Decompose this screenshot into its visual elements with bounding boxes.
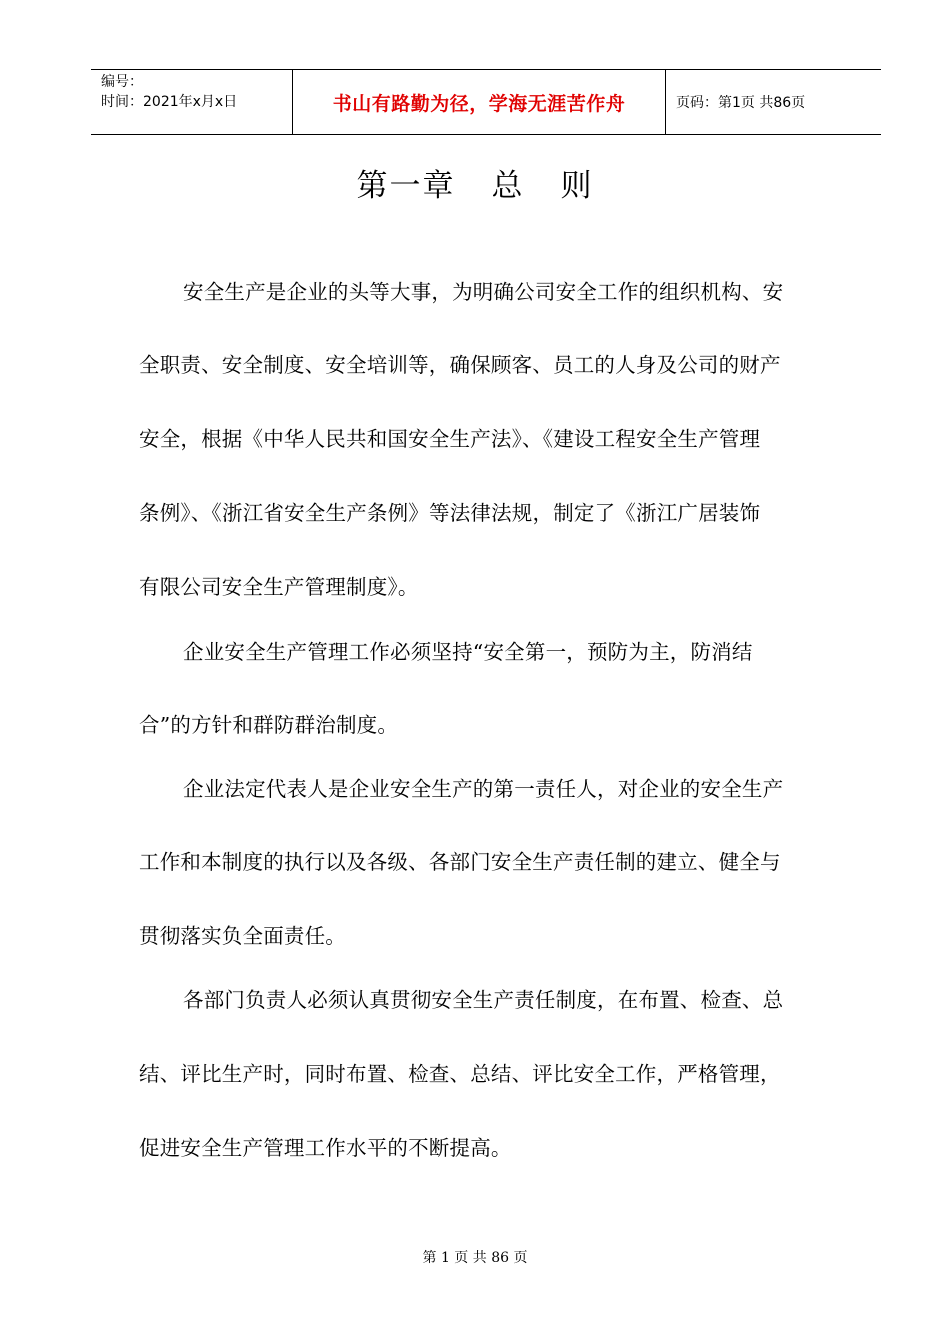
chapter-title xyxy=(0,166,950,206)
header-page-cell xyxy=(666,70,881,134)
body-line: 工作和本制度的执行以及各级、各部门安全生产责任制的建立、健全与 xyxy=(139,850,781,874)
body-line: 有限公司安全生产管理制度》。 xyxy=(139,575,419,599)
body-line: 结、评比生产时，同时布置、检查、总结、评比安全工作，严格管理， xyxy=(139,1062,781,1086)
header-motto-cell xyxy=(293,70,666,134)
chapter-word-2: 则 xyxy=(560,168,594,204)
body-line: 安全，根据《中华人民共和国安全生产法》、《建设工程安全生产管理 xyxy=(139,427,761,451)
chapter-number: 第一章 xyxy=(356,168,456,204)
body-line: 贯彻落实负全面责任。 xyxy=(139,924,346,948)
page-footer: 第 1 页 共 86 页 xyxy=(422,1250,528,1266)
body-line: 条例》、《浙江省安全生产条例》等法律法规，制定了《浙江广居装饰 xyxy=(139,501,761,525)
header-left-cell xyxy=(91,70,293,134)
body-line: 企业安全生产管理工作必须坚持“安全第一，预防为主，防消结 xyxy=(183,640,753,664)
chapter-word-1: 总 xyxy=(491,168,525,204)
body-line: 全职责、安全制度、安全培训等，确保顾客、员工的人身及公司的财产 xyxy=(139,353,781,377)
body-line: 促进安全生产管理工作水平的不断提高。 xyxy=(139,1136,512,1160)
page-info: 页码：第1页 共86页 xyxy=(676,95,806,111)
body-line: 各部门负责人必须认真贯彻安全生产责任制度，在布置、检查、总 xyxy=(183,988,784,1012)
body-line: 安全生产是企业的头等大事，为明确公司安全工作的组织机构、安 xyxy=(183,280,784,304)
body-line: 合”的方针和群防群治制度。 xyxy=(139,713,399,737)
document-header xyxy=(91,69,881,135)
motto-text: 书山有路勤为径，学海无涯苦作舟 xyxy=(332,92,626,115)
number-label: 编号： xyxy=(101,74,143,90)
time-label: 时间：2021年x月x日 xyxy=(101,94,238,110)
body-line: 企业法定代表人是企业安全生产的第一责任人，对企业的安全生产 xyxy=(183,777,784,801)
